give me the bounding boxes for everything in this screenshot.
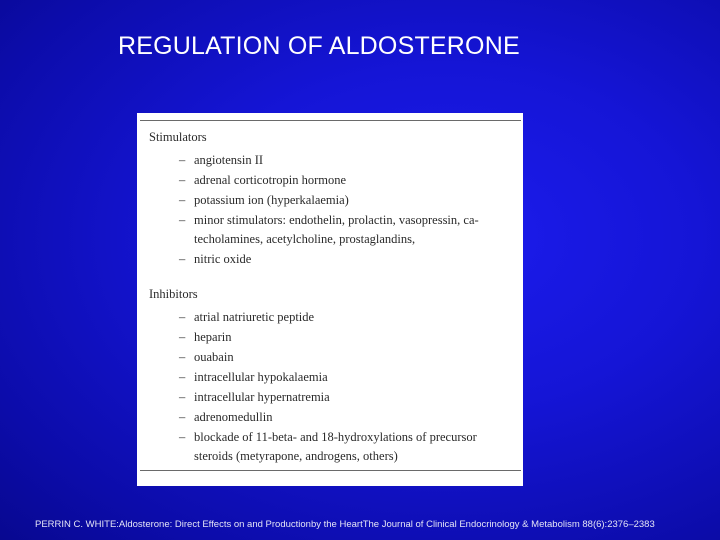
inhibitor-item-text: intracellular hypernatremia: [194, 390, 330, 404]
dash-bullet-icon: –: [179, 370, 186, 384]
document-table-image: [137, 113, 523, 486]
slide-title: REGULATION OF ALDOSTERONE: [118, 32, 520, 60]
inhibitor-item-text: blockade of 11-beta- and 18-hydroxylations of precursor: [194, 430, 477, 444]
bottom-rule: [140, 470, 521, 471]
inhibitor-item-text: adrenomedullin: [194, 410, 273, 424]
dash-bullet-icon: –: [179, 173, 186, 187]
stimulator-item-text: nitric oxide: [194, 252, 252, 266]
stimulators-heading: Stimulators: [149, 130, 207, 144]
dash-bullet-icon: –: [179, 350, 186, 364]
top-rule: [140, 120, 521, 121]
stimulator-item-text: angiotensin II: [194, 153, 264, 167]
stimulator-item-text: potassium ion (hyperkalaemia): [194, 193, 349, 207]
inhibitor-item-text: heparin: [194, 330, 232, 344]
dash-bullet-icon: –: [179, 430, 186, 444]
inhibitor-item-text: ouabain: [194, 350, 234, 364]
dash-bullet-icon: –: [179, 330, 186, 344]
inhibitor-item-text: intracellular hypokalaemia: [194, 370, 328, 384]
inhibitor-item-text: steroids (metyrapone, androgens, others): [194, 449, 398, 463]
stimulator-item-text: minor stimulators: endothelin, prolactin, vasopressin, ca-: [194, 213, 479, 227]
dash-bullet-icon: –: [179, 310, 186, 324]
dash-bullet-icon: –: [179, 390, 186, 404]
dash-bullet-icon: –: [179, 252, 186, 266]
dash-bullet-icon: –: [179, 153, 186, 167]
dash-bullet-icon: –: [179, 213, 186, 227]
citation-footer: PERRIN C. WHITE:Aldosterone: Direct Effects on and Productionby the HeartThe Journal of Clinical Endocrinology & Metabolism 88(6):2376–2383: [35, 519, 655, 530]
dash-bullet-icon: –: [179, 410, 186, 424]
stimulator-item-text: techolamines, acetylcholine, prostaglandins,: [194, 232, 416, 246]
stimulator-item-text: adrenal corticotropin hormone: [194, 173, 347, 187]
dash-bullet-icon: –: [179, 193, 186, 207]
inhibitors-heading: Inhibitors: [149, 287, 198, 301]
inhibitor-item-text: atrial natriuretic peptide: [194, 310, 315, 324]
